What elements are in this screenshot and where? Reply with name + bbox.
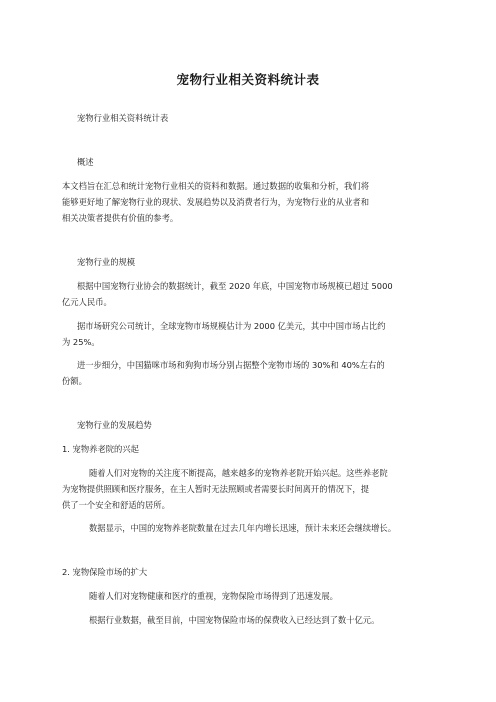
overview-paragraph-line: 能够更好地了解宠物行业的现状、发展趋势以及消费者行为，为宠物行业的从业者和 [62,197,369,207]
document-subtitle: 宠物行业相关资料统计表 [77,113,169,123]
scale-paragraph-line: 亿元人民币。 [62,297,112,307]
scale-paragraph-line: 根据中国宠物行业协会的数据统计，截至 2020 年底，中国宠物市场规模已超过 5000 [77,281,393,291]
trend-paragraph-line: 为宠物提供照顾和医疗服务，在主人暂时无法照顾或者需要长时间离开的情况下，提 [62,484,369,494]
scale-heading: 宠物行业的规模 [77,257,136,267]
trend-item-title: 1. 宠物养老院的兴起 [62,444,139,454]
trend-paragraph-line: 根据行业数据，截至目前，中国宠物保险市场的保费收入已经达到了数十亿元。 [89,615,380,625]
trend-paragraph-line: 随着人们对宠物健康和医疗的重视，宠物保险市场得到了迅速发展。 [89,591,338,601]
overview-paragraph-line: 本文档旨在汇总和统计宠物行业相关的资料和数据。通过数据的收集和分析，我们将 [62,181,369,191]
overview-paragraph-line: 相关决策者提供有价值的参考。 [62,213,179,223]
document-title: 宠物行业相关资料统计表 [176,72,320,87]
scale-paragraph-line: 据市场研究公司统计，全球宠物市场规模估计为 2000 亿美元，其中中国市场占比约 [77,321,386,331]
trend-item-title: 2. 宠物保险市场的扩大 [62,567,148,577]
scale-paragraph-line: 进一步细分，中国猫咪市场和狗狗市场分别占据整个宠物市场的 30%和 40%左右的 [77,360,385,370]
trend-paragraph-line: 供了一个安全和舒适的居所。 [62,500,170,510]
scale-paragraph-line: 为 25%。 [62,337,100,347]
trend-paragraph-line: 随着人们对宠物的关注度不断提高，越来越多的宠物养老院开始兴起。这些养老院 [89,468,388,478]
overview-heading: 概述 [77,157,94,167]
trend-paragraph-line: 数据显示，中国的宠物养老院数量在过去几年内增长迅速，预计未来还会继续增长。 [89,523,396,533]
scale-paragraph-line: 份额。 [62,376,87,386]
trends-heading: 宠物行业的发展趋势 [77,420,152,430]
